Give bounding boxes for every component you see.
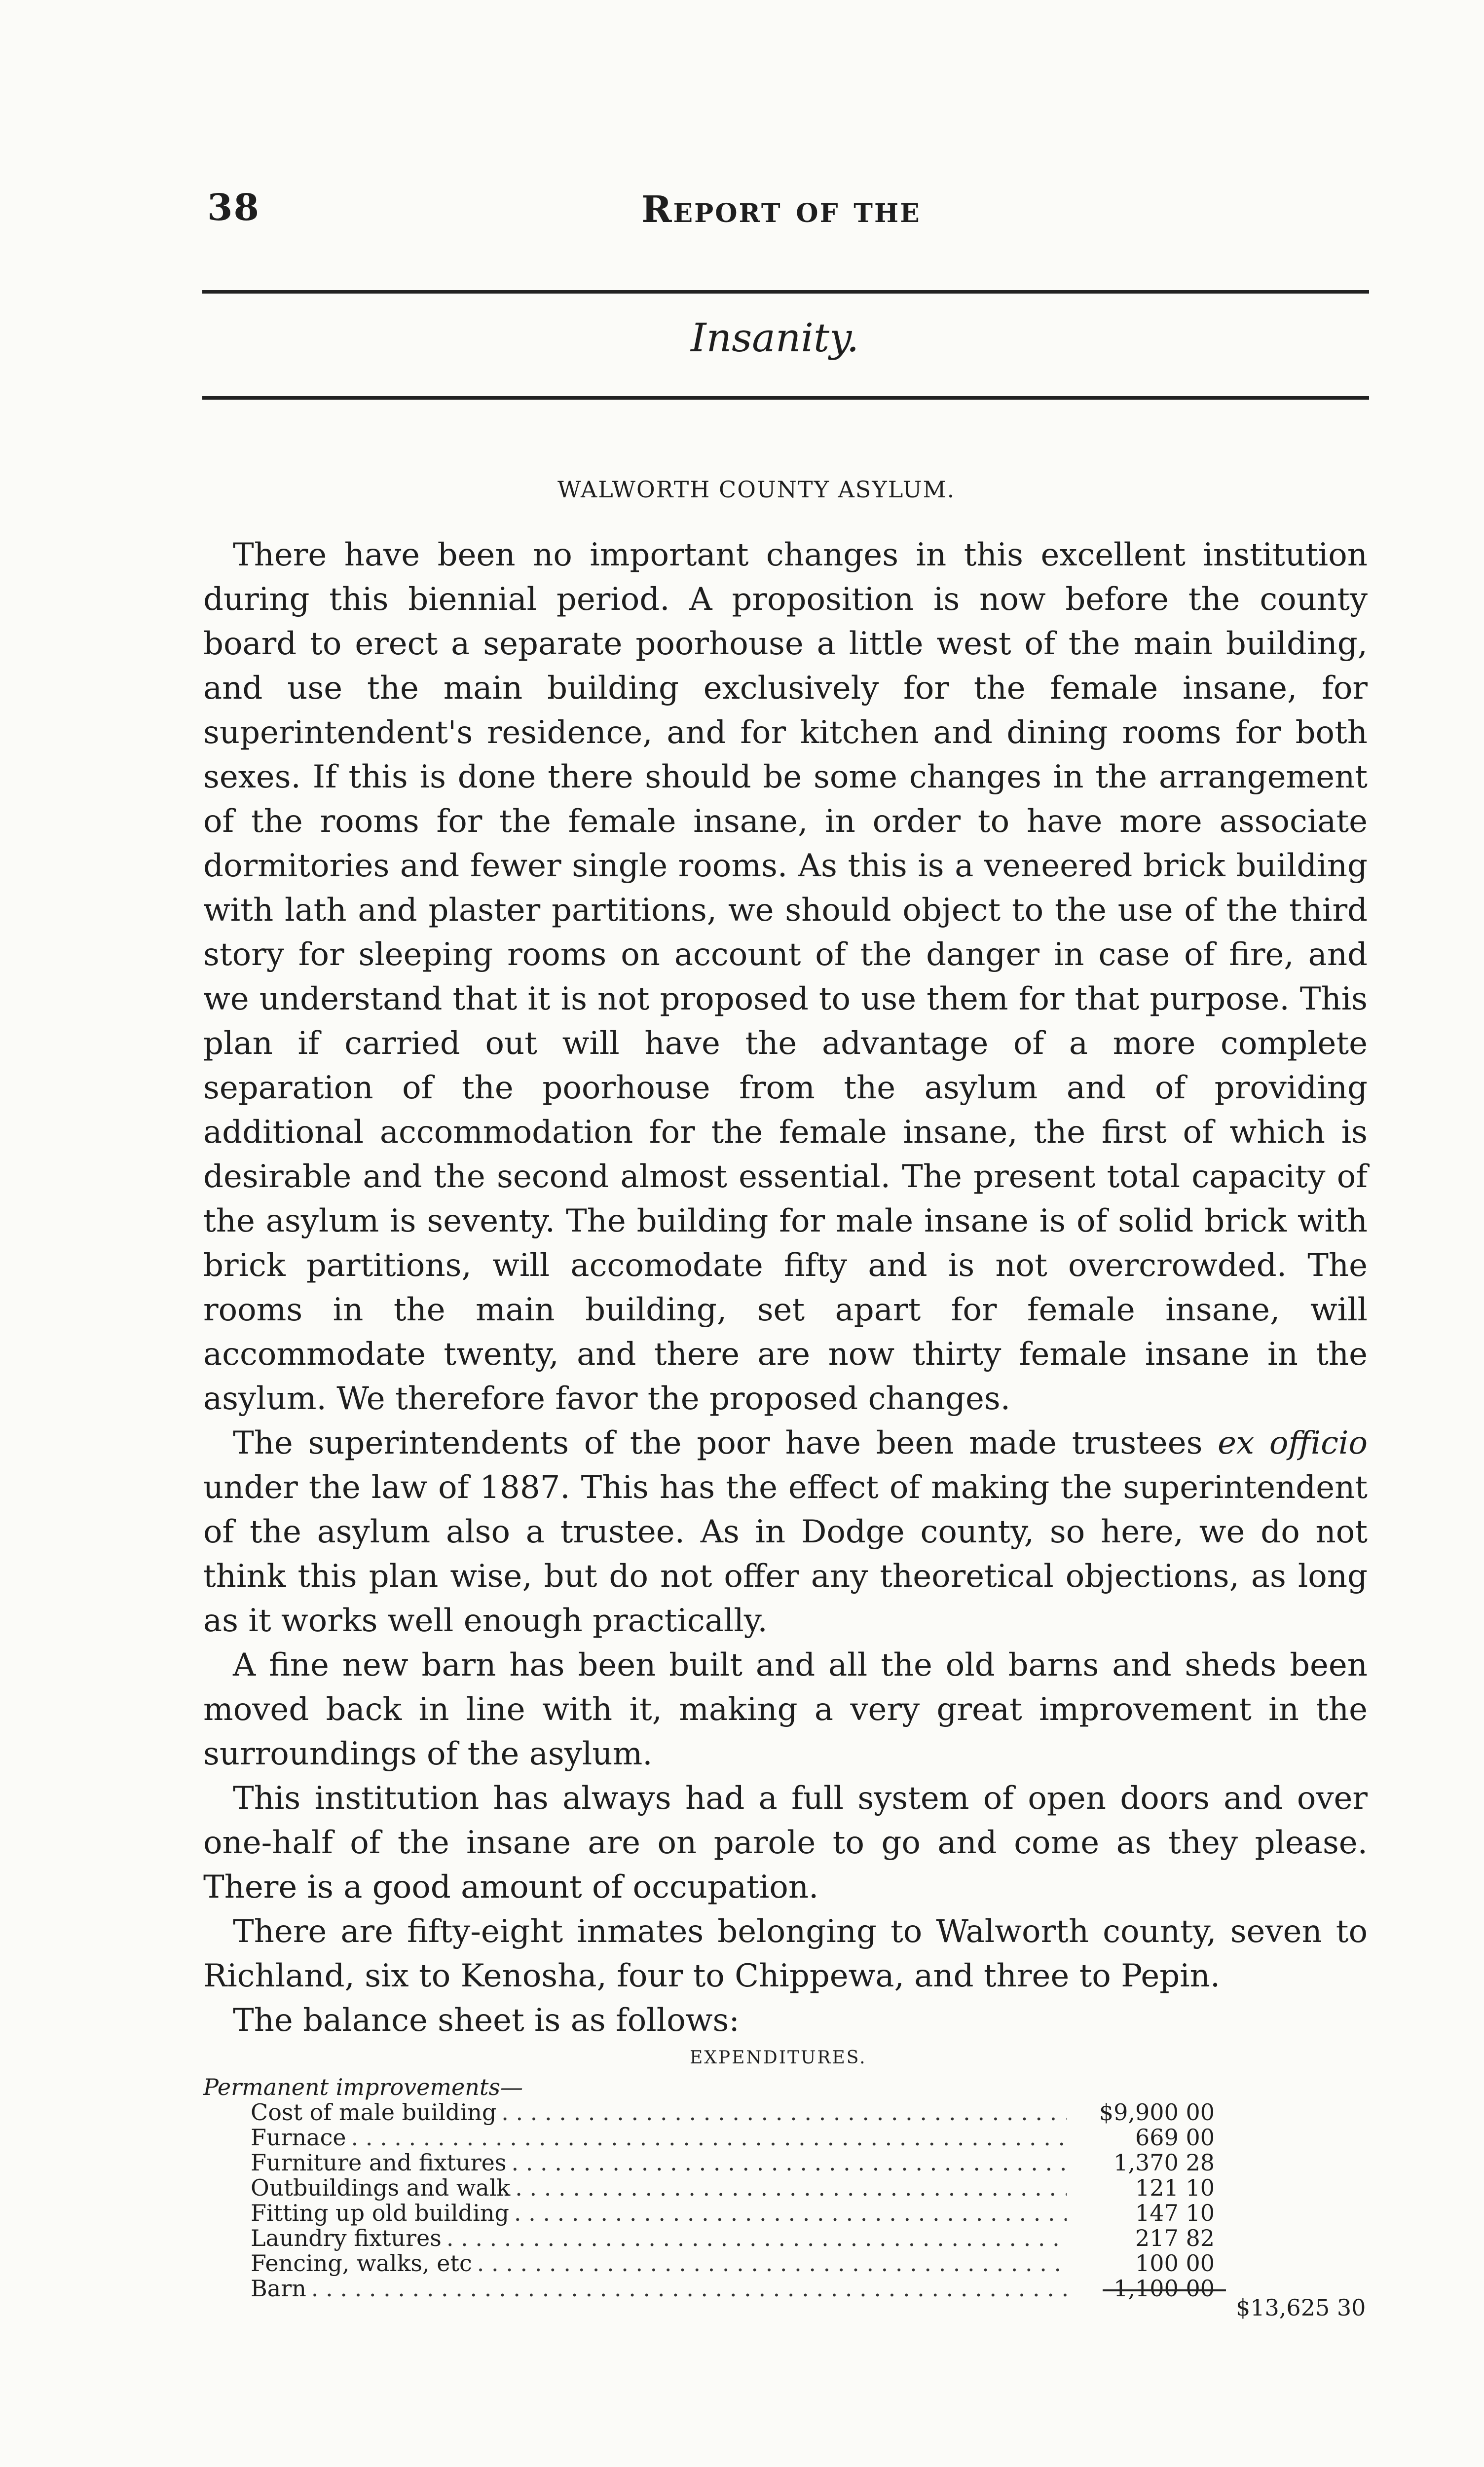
report-body	[203, 533, 1368, 2043]
item-label: Furniture and fixtures	[251, 2149, 507, 2176]
expenditures-heading: EXPENDITURES.	[690, 2048, 867, 2068]
table-row	[203, 2251, 1377, 2276]
item-label: Cost of male building	[251, 2099, 497, 2126]
paragraph-changes: There have been no important changes in this excellent institution during this biennial period. A proposition is now before the county board to erect a separate poorhouse a little west of the main building, and use the main building exclusively for the female insane, for superintendent's residence, and for kitchen and dining rooms for both sexes. If this is done there should be some changes in the arrangement of the rooms for the female insane, in order to have more associate dormitories and fewer single rooms. As this is a veneered brick building with lath and plaster partitions, we should object to the use of the third story for sleeping rooms on account of the danger in case of fire, and we understand that it is not proposed to use them for that purpose. This plan if carried out will have the advantage of a more complete separation of the poorhouse from the asylum and of providing additional accommodation for the female insane, the first of which is desirable and the second almost essential. The present total capacity of the asylum is seventy. The building for male insane is of solid brick with brick partitions, will accomodate fifty and is not overcrowded. The rooms in the main building, set apart for female insane, will accommodate twenty, and there are now thirty female insane in the asylum. We therefore favor the proposed changes.	[203, 537, 1368, 1417]
item-label: Fitting up old building	[251, 2200, 509, 2226]
paragraph-barn: A fine new barn has been built and all the old barns and sheds been moved back in line with it, making a very great improvement in the surroundings of the asylum.	[203, 1647, 1368, 1772]
institution-heading: WALWORTH COUNTY ASYLUM.	[557, 476, 956, 503]
paragraph-open-doors: This institution has always had a full system of open doors and over one-half of the insane are on parole to go and come as they please. There is a good amount of occupation.	[203, 1780, 1368, 1906]
table-row	[203, 2125, 1377, 2150]
item-label: Furnace	[251, 2124, 346, 2151]
expenditure-category: Permanent improvements—	[203, 2074, 523, 2100]
item-amount: 100 00	[1135, 2250, 1215, 2277]
item-amount: 1,370 28	[1113, 2149, 1215, 2176]
table-row	[203, 2100, 1377, 2125]
item-label: Barn	[251, 2275, 306, 2302]
table-row	[203, 2226, 1377, 2251]
item-amount: 217 82	[1135, 2225, 1215, 2251]
item-amount: 1,100 00	[1113, 2275, 1215, 2302]
expenditures-total: $13,625 30	[1236, 2294, 1366, 2321]
section-title: Insanity.	[691, 315, 859, 361]
paragraph-inmates: There are fifty-eight inmates belonging to Walworth county, seven to Richland, six to Kenosha, four to Chippewa, and three to Pepin.	[203, 1913, 1368, 1994]
paragraph-balance-intro: The balance sheet is as follows:	[233, 2002, 740, 2039]
expenditures-table	[203, 2075, 1377, 2301]
top-rule	[202, 290, 1369, 294]
table-row	[203, 2175, 1377, 2201]
total-rule	[1103, 2289, 1226, 2291]
table-row	[203, 2150, 1377, 2175]
running-head: Report of the	[641, 188, 921, 231]
item-amount: 669 00	[1135, 2124, 1215, 2151]
latin-term: ex officio	[1218, 1425, 1368, 1461]
item-label: Laundry fixtures	[251, 2225, 442, 2251]
item-label: Outbuildings and walk	[251, 2174, 511, 2201]
item-amount: $9,900 00	[1099, 2099, 1215, 2126]
table-row	[203, 2201, 1377, 2226]
table-row	[203, 2276, 1377, 2301]
page-number: 38	[207, 187, 260, 229]
item-amount: 147 10	[1135, 2200, 1215, 2226]
paragraph-trustees: The superintendents of the poor have been made trustees ex officio under the law of 1887. This has the effect of making the superintendent of the asylum also a trustee. As in Dodge county, so here, we do not think this plan wise, but do not offer any theoretical objections, as long as it works well enough practically.	[203, 1425, 1368, 1639]
bottom-rule	[202, 396, 1369, 400]
item-label: Fencing, walks, etc	[251, 2250, 472, 2277]
item-amount: 121 10	[1135, 2174, 1215, 2201]
